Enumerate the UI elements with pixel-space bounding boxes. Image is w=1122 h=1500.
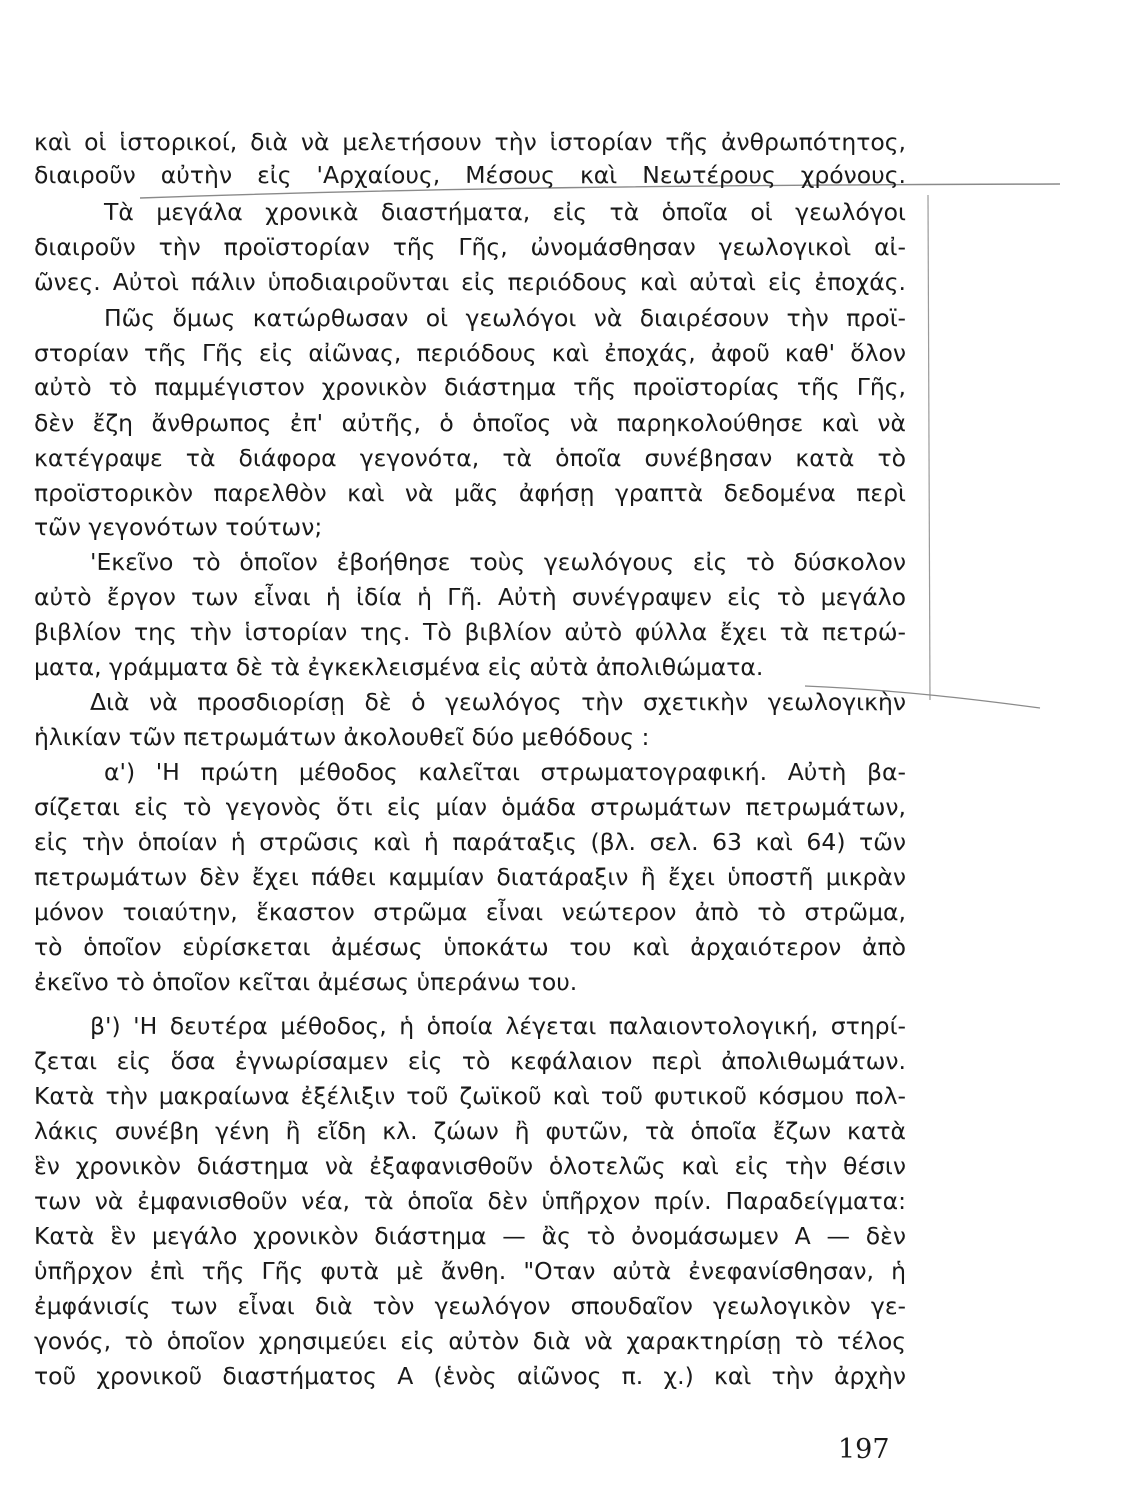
text-line: αὐτὸ τὸ παμμέγιστον χρονικὸν διάστημα τῆς προϊστορίας τῆς Γῆς, — [34, 373, 906, 401]
text-line: Κατὰ ἓν μεγάλο χρονικὸν διάστημα — ἂς τὸ ὀνομάσωμεν Α — δὲν — [34, 1222, 906, 1250]
text-line: ζεται εἰς ὅσα ἐγνωρίσαμεν εἰς τὸ κεφάλαιον περὶ ἀπολιθωμάτων. — [34, 1047, 906, 1075]
text-line: ἡλικίαν τῶν πετρωμάτων ἀκολουθεῖ δύο μεθόδους : — [34, 723, 650, 751]
page-number: 197 — [838, 1434, 890, 1465]
text-line: Κατὰ τὴν μακραίωνα ἐξέλιξιν τοῦ ζωϊκοῦ καὶ τοῦ φυτικοῦ κόσμου πολ- — [34, 1082, 906, 1110]
text-line: αὐτὸ ἔργον των εἶναι ἡ ἰδία ἡ Γῆ. Αὐτὴ συνέγραψεν εἰς τὸ μεγάλο — [34, 583, 906, 611]
text-line: ἓν χρονικὸν διάστημα νὰ ἐξαφανισθοῦν ὁλοτελῶς καὶ εἰς τὴν θέσιν — [34, 1152, 906, 1180]
text-line: β') 'Η δευτέρα μέθοδος, ἡ ὁποία λέγεται παλαιοντολογική, στηρί- — [90, 1012, 906, 1040]
text-line: διαιροῦν τὴν προϊστορίαν τῆς Γῆς, ὠνομάσθησαν γεωλογικοὶ αἰ- — [34, 233, 906, 261]
text-line: σίζεται εἰς τὸ γεγονὸς ὅτι εἰς μίαν ὁμάδα στρωμάτων πετρωμάτων, — [34, 793, 906, 821]
text-line: Διὰ νὰ προσδιορίσῃ δὲ ὁ γεωλόγος τὴν σχετικὴν γεωλογικὴν — [90, 688, 906, 716]
text-line: εἰς τὴν ὁποίαν ἡ στρῶσις καὶ ἡ παράταξις (βλ. σελ. 63 καὶ 64) τῶν — [34, 828, 906, 856]
text-line: γονός, τὸ ὁποῖον χρησιμεύει εἰς αὐτὸν διὰ νὰ χαρακτηρίσῃ τὸ τέλος — [34, 1327, 906, 1355]
pencil-right-stroke — [928, 195, 930, 700]
text-line: Πῶς ὅμως κατώρθωσαν οἱ γεωλόγοι νὰ διαιρέσουν τὴν προϊ- — [104, 304, 906, 332]
text-line: ἐκεῖνο τὸ ὁποῖον κεῖται ἀμέσως ὑπεράνω του. — [34, 968, 578, 996]
text-line: ματα, γράμματα δὲ τὰ ἐγκεκλεισμένα εἰς αὐτὰ ἀπολιθώματα. — [34, 653, 764, 681]
text-line: βιβλίον της τὴν ἱστορίαν της. Τὸ βιβλίον αὐτὸ φύλλα ἔχει τὰ πετρώ- — [34, 618, 906, 646]
text-line: κατέγραψε τὰ διάφορα γεγονότα, τὰ ὁποῖα συνέβησαν κατὰ τὸ — [34, 444, 906, 472]
text-line: μόνον τοιαύτην, ἕκαστον στρῶμα εἶναι νεώτερον ἀπὸ τὸ στρῶμα, — [34, 898, 906, 926]
text-line: λάκις συνέβη γένη ἢ εἴδη κλ. ζώων ἢ φυτῶν, τὰ ὁποῖα ἔζων κατὰ — [34, 1117, 906, 1145]
text-line: τὸ ὁποῖον εὑρίσκεται ἀμέσως ὑποκάτω του καὶ ἀρχαιότερον ἀπὸ — [34, 933, 906, 961]
text-line: στορίαν τῆς Γῆς εἰς αἰῶνας, περιόδους καὶ ἐποχάς, ἀφοῦ καθ' ὅλον — [34, 339, 906, 367]
text-line: α') 'Η πρώτη μέθοδος καλεῖται στρωματογραφική. Αὐτὴ βα- — [104, 758, 906, 786]
text-line: τῶν γεγονότων τούτων; — [34, 513, 323, 541]
text-line: ὑπῆρχον ἐπὶ τῆς Γῆς φυτὰ μὲ ἄνθη. "Οταν αὐτὰ ἐνεφανίσθησαν, ἡ — [34, 1257, 906, 1285]
text-line: τοῦ χρονικοῦ διαστήματος Α (ἑνὸς αἰῶνος π. χ.) καὶ τὴν ἀρχὴν — [34, 1362, 906, 1390]
text-line: πετρωμάτων δὲν ἔχει πάθει καμμίαν διατάραξιν ἢ ἔχει ὑποστῆ μικρὰν — [34, 863, 906, 891]
text-line: δὲν ἔζη ἄνθρωπος ἐπ' αὐτῆς, ὁ ὁποῖος νὰ παρηκολούθησε καὶ νὰ — [34, 409, 906, 437]
text-line: προϊστορικὸν παρελθὸν καὶ νὰ μᾶς ἀφήσῃ γραπτὰ δεδομένα περὶ — [34, 479, 906, 507]
text-line: καὶ οἱ ἱστορικοί, διὰ νὰ μελετήσουν τὴν ἱστορίαν τῆς ἀνθρωπότητος, — [34, 128, 906, 156]
text-line: Τὰ μεγάλα χρονικὰ διαστήματα, εἰς τὰ ὁποῖα οἱ γεωλόγοι — [104, 198, 906, 226]
text-line: ῶνες. Αὐτοὶ πάλιν ὑποδιαιροῦνται εἰς περιόδους καὶ αὐταὶ εἰς ἐποχάς. — [34, 268, 906, 296]
text-line: διαιροῦν αὐτὴν εἰς 'Αρχαίους, Μέσους καὶ Νεωτέρους χρόνους. — [34, 161, 906, 189]
text-line: των νὰ ἐμφανισθοῦν νέα, τὰ ὁποῖα δὲν ὑπῆρχον πρίν. Παραδείγματα: — [34, 1187, 906, 1215]
text-line: ἐμφάνισίς των εἶναι διὰ τὸν γεωλόγον σπουδαῖον γεωλογικὸν γε- — [34, 1292, 906, 1320]
text-line: 'Εκεῖνο τὸ ὁποῖον ἐβοήθησε τοὺς γεωλόγους εἰς τὸ δύσκολον — [90, 548, 906, 576]
